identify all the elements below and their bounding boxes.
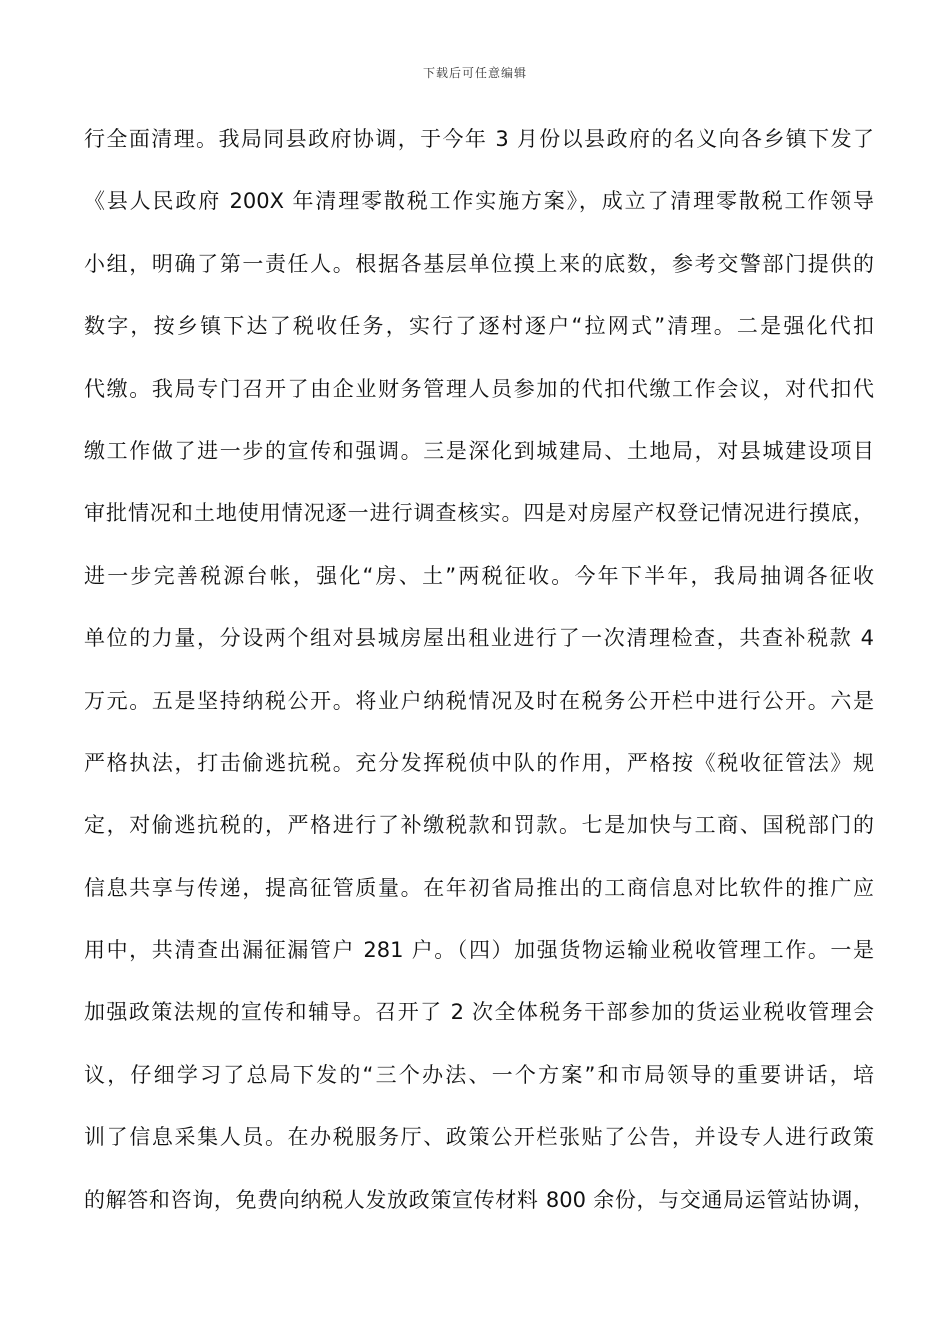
body-line-12: 定，对偷逃抗税的，严格进行了补缴税款和罚款。七是加快与工商、国税部门的 — [84, 813, 874, 838]
body-line-16: 议，仔细学习了总局下发的“三个办法、一个方案”和市局领导的重要讲话，培 — [84, 1062, 874, 1087]
body-line-14: 用中，共清查出漏征漏管户 281 户。（四）加强货物运输业税收管理工作。一是 — [84, 938, 874, 963]
body-line-2: 《县人民政府 200X 年清理零散税工作实施方案》，成立了清理零散税工作领导 — [84, 189, 874, 214]
body-line-11: 严格执法，打击偷逃抗税。充分发挥税侦中队的作用，严格按《税收征管法》规 — [84, 750, 874, 775]
body-line-1: 行全面清理。我局同县政府协调，于今年 3 月份以县政府的名义向各乡镇下发了 — [84, 127, 874, 151]
body-line-17: 训了信息采集人员。在办税服务厅、政策公开栏张贴了公告，并设专人进行政策 — [84, 1125, 874, 1150]
document-body — [84, 108, 874, 1231]
body-line-9: 单位的力量，分设两个组对县城房屋出租业进行了一次清理检查，共查补税款 4 — [84, 626, 874, 651]
page-header: 下载后可任意编辑 — [422, 66, 527, 80]
body-line-4: 数字，按乡镇下达了税收任务，实行了逐村逐户“拉网式”清理。二是强化代扣 — [84, 314, 874, 339]
body-line-18: 的解答和咨询，免费向纳税人发放政策宣传材料 800 余份，与交通局运管站协调， — [84, 1187, 874, 1212]
body-line-3: 小组，明确了第一责任人。根据各基层单位摸上来的底数，参考交警部门提供的 — [84, 251, 874, 276]
body-line-7: 审批情况和土地使用情况逐一进行调查核实。四是对房屋产权登记情况进行摸底， — [84, 501, 874, 526]
body-line-8: 进一步完善税源台帐，强化“房、土”两税征收。今年下半年，我局抽调各征收 — [84, 563, 874, 588]
body-line-6: 缴工作做了进一步的宣传和强调。三是深化到城建局、土地局，对县城建设项目 — [84, 438, 874, 463]
body-line-15: 加强政策法规的宣传和辅导。召开了 2 次全体税务干部参加的货运业税收管理会 — [84, 1000, 874, 1025]
body-line-5: 代缴。我局专门召开了由企业财务管理人员参加的代扣代缴工作会议，对代扣代 — [84, 376, 874, 401]
body-line-13: 信息共享与传递，提高征管质量。在年初省局推出的工商信息对比软件的推广应 — [84, 875, 874, 900]
body-line-10: 万元。五是坚持纳税公开。将业户纳税情况及时在税务公开栏中进行公开。六是 — [84, 688, 874, 713]
